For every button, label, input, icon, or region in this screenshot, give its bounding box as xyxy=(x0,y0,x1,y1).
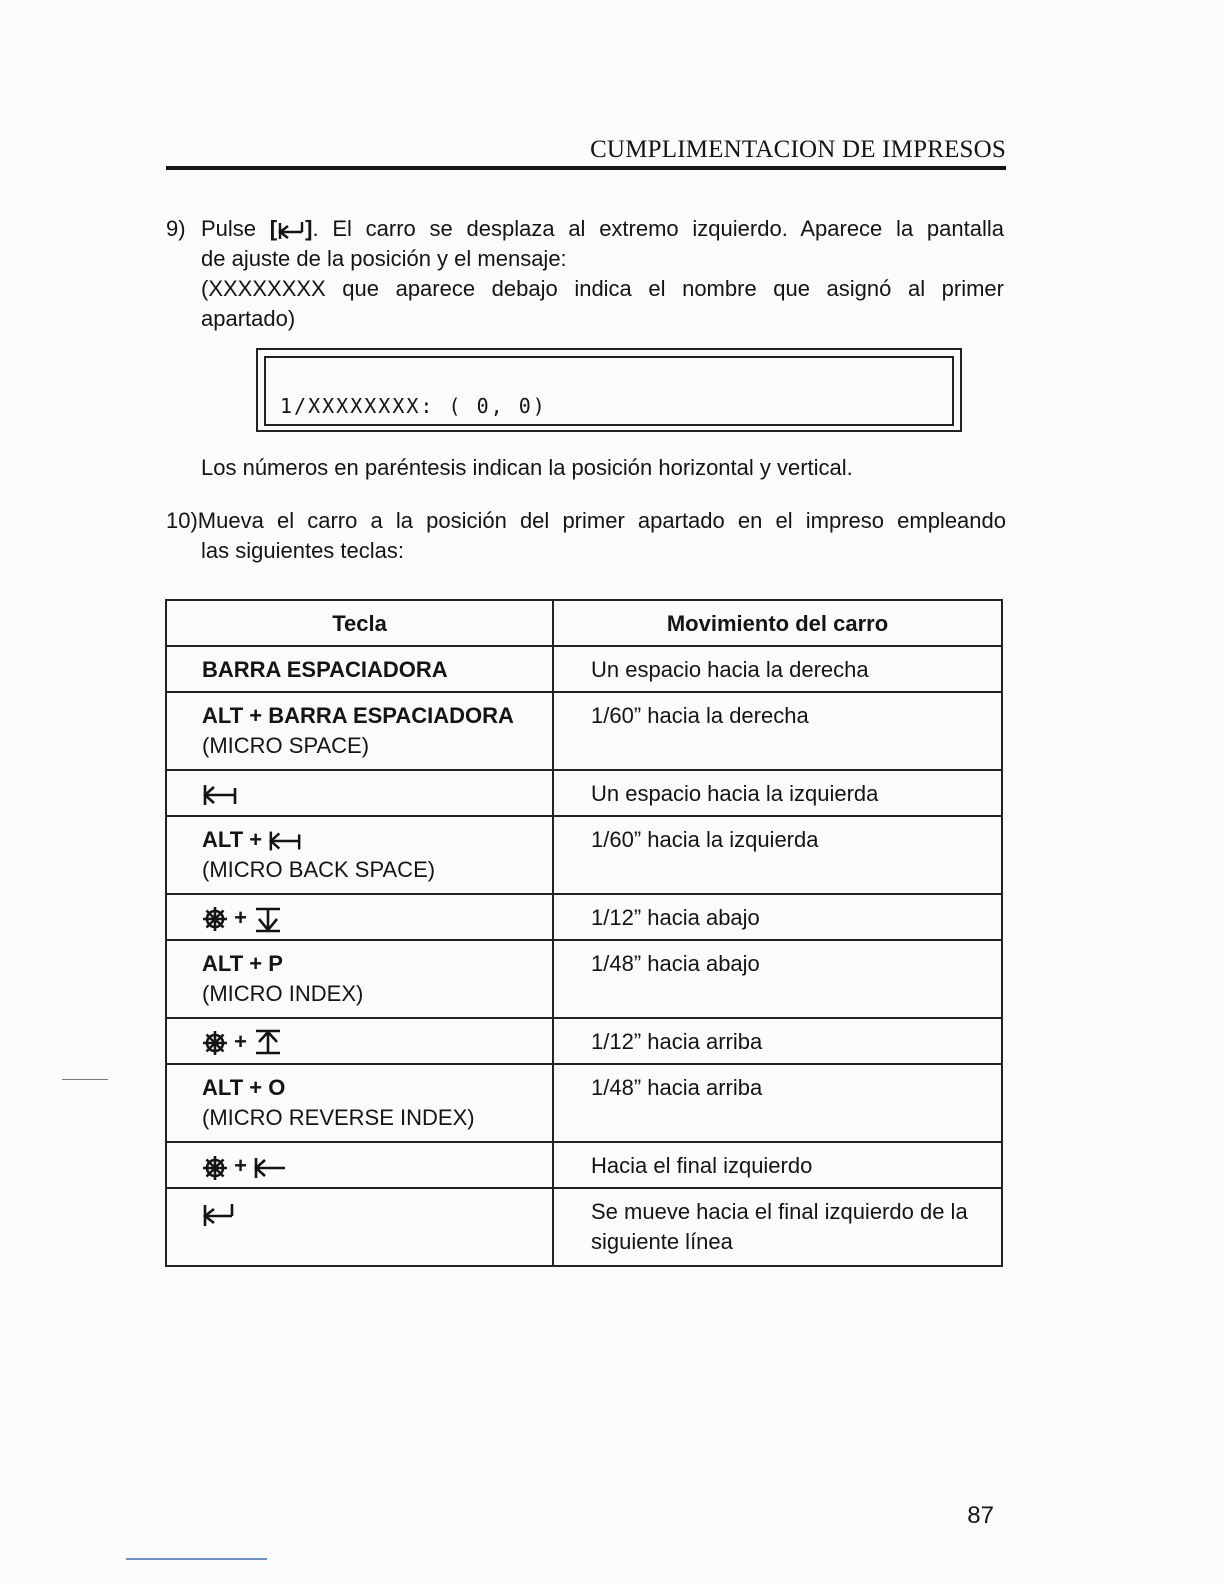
key-note: (MICRO BACK SPACE) xyxy=(202,857,436,882)
lcd-display-text: 1/XXXXXXXX: ( 0, 0) xyxy=(280,394,547,418)
key-note: (MICRO SPACE) xyxy=(202,733,370,758)
movement-cell: Hacia el final izquierdo xyxy=(553,1142,1002,1188)
carriage-return-icon xyxy=(277,219,305,241)
key-cell xyxy=(166,1064,553,1142)
movement-cell: 1/12” hacia arriba xyxy=(553,1018,1002,1064)
step-9-line-3: (XXXXXXXX que aparece debajo indica el nombre que asignó al primer xyxy=(201,276,1004,301)
table-row xyxy=(166,1064,1002,1142)
key-bracket-open: [ xyxy=(269,216,278,241)
step-9-key xyxy=(270,216,313,241)
movement-cell: 1/48” hacia arriba xyxy=(553,1064,1002,1142)
plus-sign: + xyxy=(234,905,247,930)
table-row xyxy=(166,940,1002,1018)
key-label xyxy=(202,825,540,855)
key-cell xyxy=(166,692,553,770)
table-row xyxy=(166,770,1002,816)
movement-cell: 1/48” hacia abajo xyxy=(553,940,1002,1018)
key-cell: BARRA ESPACIADORA xyxy=(166,646,553,692)
table-header-row xyxy=(166,600,1002,646)
lcd-display-inner xyxy=(264,356,954,426)
code-key-icon xyxy=(202,906,228,932)
step-9-text-before: Pulse xyxy=(201,216,270,241)
header-rule xyxy=(166,166,1006,170)
movement-cell: 1/60” hacia la izquierda xyxy=(553,816,1002,894)
margin-release-icon xyxy=(253,1155,287,1181)
key-movement-table xyxy=(165,599,1003,1267)
running-header: CUMPLIMENTACION DE IMPRESOS xyxy=(590,136,1006,163)
table-row xyxy=(166,1142,1002,1188)
step-10-line-1: 10)Mueva el carro a la posición del primer apartado en el impreso empleando xyxy=(166,508,1006,533)
header-movement: Movimiento del carro xyxy=(553,600,1002,646)
table-row xyxy=(166,1018,1002,1064)
key-cell xyxy=(166,1188,553,1266)
plus-sign: + xyxy=(234,1153,247,1179)
step-10-line-2: las siguientes teclas: xyxy=(201,538,404,563)
carriage-return-icon xyxy=(202,1200,236,1228)
table-row xyxy=(166,816,1002,894)
key-note: (MICRO INDEX) xyxy=(202,981,364,1007)
table-row xyxy=(166,692,1002,770)
key-cell xyxy=(166,770,553,816)
plus-sign: + xyxy=(234,1029,247,1055)
movement-cell: 1/60” hacia la derecha xyxy=(553,692,1002,770)
index-up-icon xyxy=(253,1029,283,1057)
key-cell xyxy=(166,1142,553,1188)
code-key-icon xyxy=(202,1030,228,1056)
step-9-number: 9) xyxy=(166,216,186,241)
movement-cell: Se mueve hacia el final izquierdo de la siguiente línea xyxy=(553,1188,1002,1266)
position-note: Los números en paréntesis indican la posición horizontal y vertical. xyxy=(201,455,853,480)
backspace-icon xyxy=(268,828,302,854)
key-label: ALT + O xyxy=(202,1075,286,1101)
lcd-display xyxy=(256,348,962,432)
movement-cell: Un espacio hacia la izquierda xyxy=(553,770,1002,816)
movement-cell: Un espacio hacia la derecha xyxy=(553,646,1002,692)
table-row xyxy=(166,1188,1002,1266)
key-label-text: ALT + xyxy=(202,827,269,852)
step-9-line-2: de ajuste de la posición y el mensaje: xyxy=(201,246,567,271)
key-cell xyxy=(166,940,553,1018)
key-note: (MICRO REVERSE INDEX) xyxy=(202,1105,475,1131)
key-bracket-close: ] xyxy=(305,216,313,241)
table-row xyxy=(166,894,1002,940)
step-9 xyxy=(166,214,1006,334)
movement-cell: 1/12” hacia abajo xyxy=(553,894,1002,940)
key-cell xyxy=(166,816,553,894)
step-9-line-1 xyxy=(201,214,1004,244)
step-9-text-after: . El carro se desplaza al extremo izquierdo. Aparece la pantalla xyxy=(312,216,1004,241)
key-cell xyxy=(166,1018,553,1064)
margin-mark xyxy=(62,1079,108,1080)
header-key: Tecla xyxy=(166,600,553,646)
step-9-line-4: apartado) xyxy=(201,306,296,331)
code-key-icon xyxy=(202,1155,228,1181)
index-down-icon xyxy=(253,905,283,933)
table-row xyxy=(166,646,1002,692)
key-cell xyxy=(166,894,553,940)
step-10 xyxy=(166,506,1006,566)
bottom-accent-line xyxy=(126,1558,267,1560)
key-label: ALT + BARRA ESPACIADORA xyxy=(202,703,514,728)
backspace-icon xyxy=(202,782,238,808)
key-label: ALT + P xyxy=(202,951,283,977)
page-number: 87 xyxy=(967,1502,994,1529)
